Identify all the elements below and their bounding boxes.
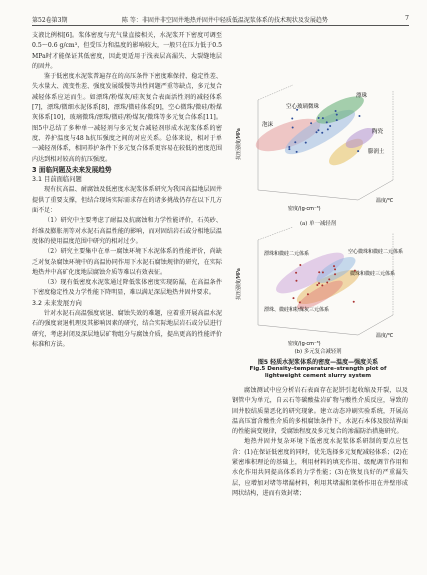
data-point xyxy=(322,117,324,119)
x-axis-line xyxy=(258,190,358,200)
page-number: 7 xyxy=(405,15,409,22)
data-point xyxy=(321,132,323,134)
running-title: 陈 等：非固井非空固井地热并固井中轻质低温泥浆体系的技术现状及发展趋势 xyxy=(122,17,328,24)
legend-label: 空心微珠和微硅二元体系 xyxy=(348,249,404,255)
legend-label: 空心玻璃微珠 xyxy=(286,104,320,110)
data-point xyxy=(336,119,338,121)
data-point xyxy=(296,151,298,153)
data-point xyxy=(358,115,360,117)
paragraph: （1）研究中主要考虑了耐温及抗腐蚀和力学性能评价，石英砂、纤维及膨胀剂等对水泥石高温性能的影响，而对固结岩石或分相地层温度体的使用温度范围中研究的相对过少。 xyxy=(32,217,222,245)
legend-label: 漂珠和微硅二元体系 xyxy=(264,251,310,257)
subsection-heading: 3.1 目前面临问题 xyxy=(32,176,82,184)
data-point xyxy=(316,284,318,286)
section-heading: 3 面临问题及未来发展趋势 xyxy=(32,165,112,174)
legend-label: 微珠和微硅三元体系 xyxy=(350,271,396,277)
z-axis-line xyxy=(358,180,393,200)
data-point xyxy=(292,297,294,299)
figure-caption-en xyxy=(228,366,408,380)
paragraph: （3）现有低密度水泥浆通过降低浆体密度实现防漏，在高温条件下密度稳定性及力学性能下降明显，难以满足深层地热井固井要求。 xyxy=(32,279,222,297)
data-point xyxy=(329,125,331,127)
panel-a-label: (a) 单一减轻剂 xyxy=(299,221,337,227)
legend-label: 漂珠 xyxy=(356,93,368,99)
paragraph: 针对水泥石高温强度衰退、腐蚀失效的难题，应着重开展高温水泥石的强度衰退机理及其影响因素的研究，结合实际地层岩石或分层进行研究，考虑封闭及深层地层矿物组分与腐蚀介质，提出更高的性能评价标准和方法。 xyxy=(32,310,222,348)
data-point xyxy=(321,284,323,286)
right-column xyxy=(232,386,408,499)
z-axis-label: 温度/℃ xyxy=(376,333,394,339)
paragraph: 现有抗高温、耐腐蚀及低密度水泥浆体系研究为我国高温地层固井提供了重要支撑，但结合现场实际需求存在的诸多挑战仍存在以下几方面不足： xyxy=(32,186,222,215)
data-point xyxy=(294,141,296,143)
data-point xyxy=(295,272,297,274)
data-point xyxy=(353,301,355,303)
caption-en-line: lightweight cement slurry system xyxy=(264,373,372,379)
legend-label: 漂珠、微硅和粉煤灰三元体系 xyxy=(264,307,330,313)
paragraph: 鉴于低密度水泥浆普遍存在的高压条件下密度难保持、稳定性差、失水量大、流变性差、强度发展缓慢等共性问题严重等缺点，多元复合减轻体系应运而生。如漂珠/粉煤灰/硅灰复合表面活性剂的减轻体系[7]，漂珠/微细水泥体系[8]，漂珠/微硅体系[9]，空心微珠/微硅/粉煤灰体系[10]，玻璃微珠/漂珠/微硅/粉煤灰/微珠等多元复合体系[11]。图5中总结了多种单一减轻剂与多元复合减轻剂形成水泥浆体系的密度、养护温度与48 h抗压强度之间的对应关系。总体来说，相对于单一减轻剂体系，相同养护条件下多元复合体系更容易在较低的密度范围内达到相对较高的抗压强度。 xyxy=(32,73,222,163)
y-axis-label: 抗压强度/MPa xyxy=(236,268,242,300)
data-point xyxy=(288,146,290,148)
x-axis-label: 密度/(g·cm⁻³) xyxy=(288,341,321,347)
paragraph: （2）研究主要集中在单一腐蚀环境下水泥体系的性能评价，尚缺乏对复杂腐蚀环境中的高温协同作用下水泥石腐蚀规律的研究，在实际地热井中高矿化度地层腐蚀介质等难以有效表征。 xyxy=(32,248,222,276)
y-axis-label: 抗压强度/MPa xyxy=(236,128,242,160)
data-point xyxy=(299,301,301,303)
data-point xyxy=(316,131,318,133)
data-point xyxy=(334,268,336,270)
x-axis-line xyxy=(258,325,358,335)
data-point xyxy=(288,148,290,150)
caption-en-line: Fig.5 Density–temperature–strength plot of xyxy=(249,366,387,372)
figure-5b-chart xyxy=(228,225,408,350)
data-point xyxy=(335,110,337,112)
data-point xyxy=(295,280,297,282)
journal-volume: 第52卷第3期 xyxy=(32,17,68,24)
figure-5a-chart xyxy=(228,80,408,220)
left-column xyxy=(32,31,222,350)
data-point xyxy=(336,114,338,116)
data-point xyxy=(327,128,329,130)
z-axis-label: 温度/℃ xyxy=(376,198,394,204)
data-point xyxy=(305,142,307,144)
legend-label: 泡沫 xyxy=(262,122,274,128)
data-point xyxy=(326,281,328,283)
data-point xyxy=(310,122,312,124)
paragraph: 支液比例相[6]。浆体密度与充气量直接相关，水泥浆开下密度可调至0.5～0.6 g/cm³，但受压力和温度的影响较大，一般只在压力低于0.5 MPa时才能保证其低密度，因此更适用于浅表层高漏失、大裂缝地层的固井。 xyxy=(32,32,222,70)
legend-label: 陶瓷 xyxy=(372,129,384,135)
data-point xyxy=(299,264,301,266)
data-point xyxy=(307,293,309,295)
figure-caption-cn: 图5 轻质水泥浆体系的密度—温度—强度关系 xyxy=(257,359,379,366)
data-point xyxy=(333,265,335,267)
paragraph: 腐蚀测试中应分析岩石表面存在泥饼引起收缩及开裂，以及钢管中为单元，自云石等碳酸盐岩矿物与酸性介质反应，导致的固井胶结质量恶化的研究现象。建立动态冲刷实验系统，开展高温高压富含酸性介质的多相腐蚀条件下，水泥石本体及胶结界面的性能演变规律，受腐蚀程度及多元复合的渗漏防治措施研究。 xyxy=(232,387,408,436)
z-axis-line xyxy=(358,315,393,335)
paragraph: 地热井固井复杂环境下低密度水泥浆体系研制的要点应包含：(1)在保证低密度的同时，优先选择多元复配减轻体系；(2)在紧密堆积理论的基础上，利用材料的填充作用、级配调节作用和水化作用共同提高体系的力学性能；(3)在恢复良好的严重漏失层，应增加对堵等堵漏材料，利用其堵漏和架桥作用在井壁形成网状结构，进而有效封堵； xyxy=(232,438,408,497)
running-header xyxy=(32,13,409,26)
data-point xyxy=(334,273,336,275)
x-axis-label: 密度/(g·cm⁻³) xyxy=(288,206,321,212)
data-point xyxy=(291,117,293,119)
data-point xyxy=(328,278,330,280)
legend-label: 膨润土 xyxy=(368,149,385,155)
data-point xyxy=(326,121,328,123)
subsection-heading: 3.2 未来发展方向 xyxy=(32,299,82,307)
data-point xyxy=(318,117,320,119)
panel-b-label: (b) 多元复合减轻剂 xyxy=(294,349,342,355)
data-point xyxy=(318,282,320,284)
data-point xyxy=(292,126,294,128)
data-point xyxy=(317,129,319,131)
data-point xyxy=(322,271,324,273)
data-point xyxy=(318,271,320,273)
data-point xyxy=(357,150,359,152)
